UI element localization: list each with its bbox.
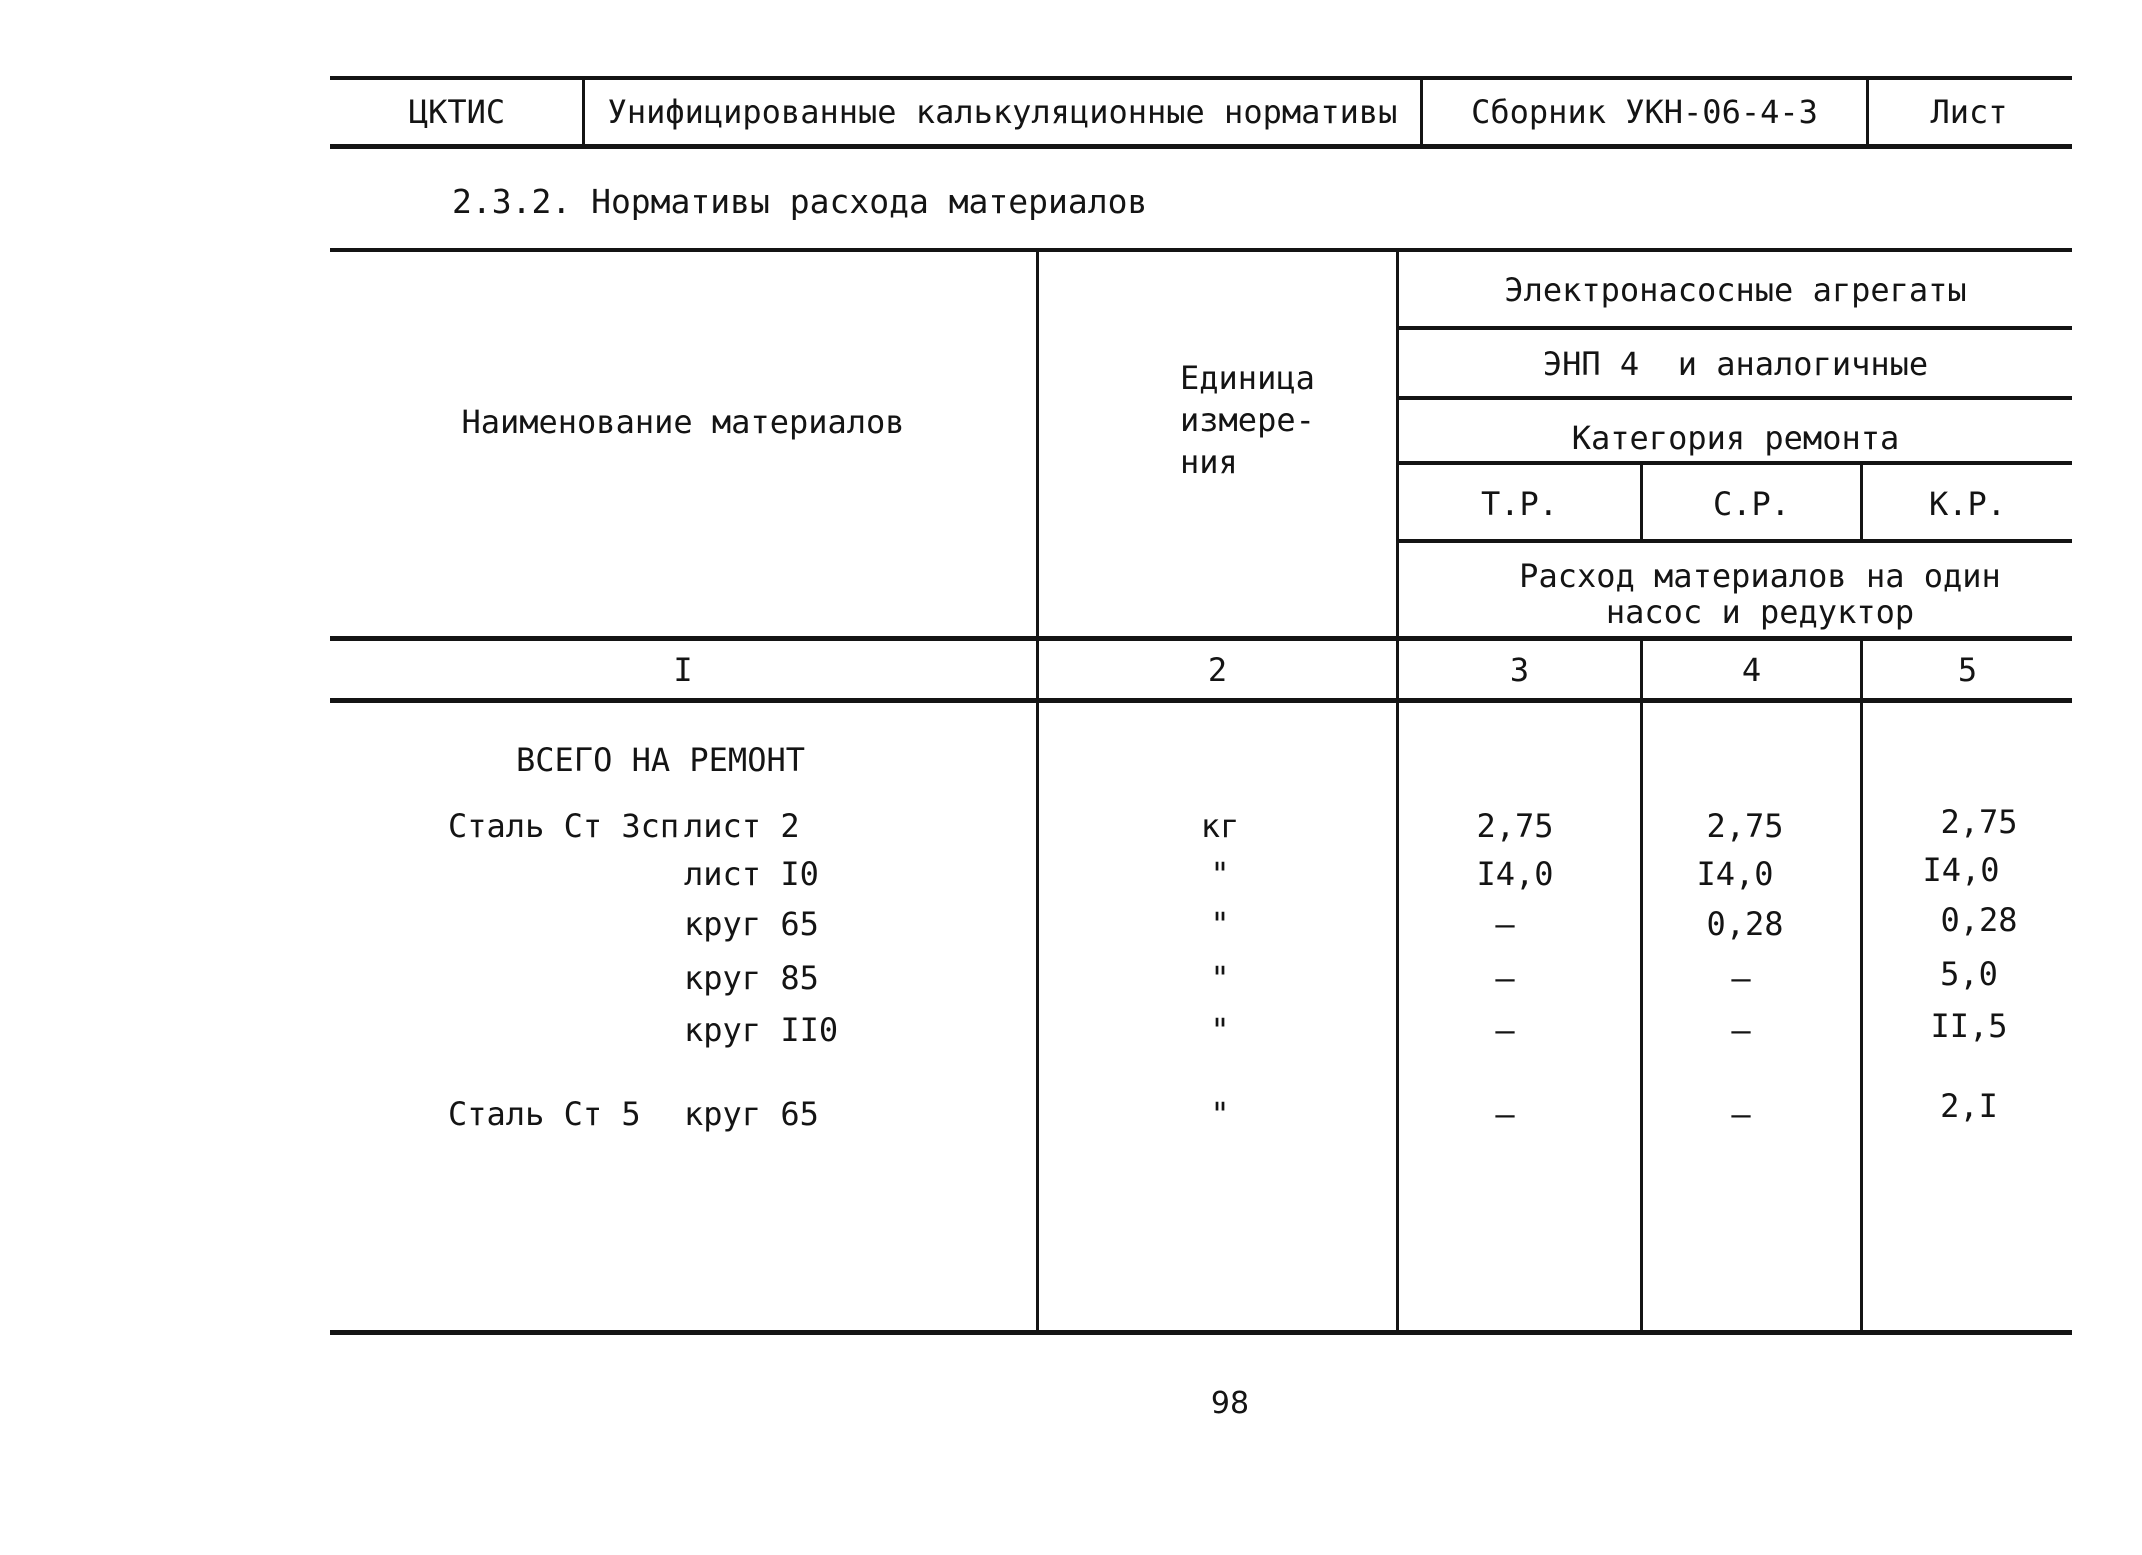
column-divider: [1640, 638, 1643, 1334]
column-number: 3: [1509, 651, 1530, 689]
value-tr: –: [1495, 959, 1515, 997]
unit-cell: ": [1210, 1095, 1230, 1133]
unit-cell: ": [1210, 905, 1230, 943]
column-number: I: [673, 651, 693, 689]
value-kr: II,5: [1930, 1007, 2008, 1045]
material-spec: круг 65: [684, 905, 819, 943]
column-header-unit-line: ния: [1180, 443, 1238, 481]
value-sr: 0,28: [1706, 905, 1784, 943]
value-tr: I4,0: [1476, 855, 1554, 893]
material-spec: лист 2: [684, 807, 800, 845]
header-org: ЦКТИС: [408, 93, 506, 131]
column-number: 2: [1207, 651, 1228, 689]
page-number: 98: [1210, 1386, 1250, 1421]
table-rule: [1398, 396, 2072, 400]
consumption-header-line: Расход материалов на один: [1519, 557, 2001, 595]
column-number: 5: [1957, 651, 1978, 689]
table-bottom-rule: [330, 1330, 2072, 1335]
table-header-rule: [330, 636, 2072, 641]
value-kr: 5,0: [1940, 955, 1998, 993]
column-divider: [1036, 250, 1039, 1334]
value-sr: –: [1731, 1011, 1751, 1049]
table-top-rule: [330, 248, 2072, 252]
category-kr: К.Р.: [1928, 485, 2007, 523]
value-sr: –: [1731, 959, 1751, 997]
material-name: Сталь Ст 3сп: [448, 807, 680, 845]
unit-cell: ": [1210, 855, 1230, 893]
value-sr: –: [1731, 1095, 1751, 1133]
header-sheet: Лист: [1930, 93, 2008, 131]
material-spec: круг 85: [684, 959, 819, 997]
material-name: Сталь Ст 5: [448, 1095, 641, 1133]
column-header-unit-line: Единица: [1180, 359, 1315, 397]
value-kr: 2,75: [1940, 803, 2018, 841]
column-number: 4: [1741, 651, 1762, 689]
value-kr: 0,28: [1940, 901, 2018, 939]
unit-cell: ": [1210, 959, 1230, 997]
header-bottom-rule: [330, 144, 2072, 149]
value-sr: 2,75: [1706, 807, 1784, 845]
section-title: 2.3.2. Нормативы расхода материалов: [452, 182, 1148, 221]
table-number-rule: [330, 698, 2072, 703]
value-tr: 2,75: [1476, 807, 1554, 845]
value-kr: 2,I: [1940, 1087, 1998, 1125]
unit-cell: кг: [1200, 807, 1240, 845]
material-spec: лист I0: [684, 855, 819, 893]
value-tr: –: [1495, 905, 1515, 943]
subgroup-header: ЭНП 4 и аналогичные: [1542, 345, 1929, 383]
header-top-rule: [330, 76, 2072, 80]
total-label: ВСЕГО НА РЕМОНТ: [516, 741, 805, 779]
table-rule: [1398, 326, 2072, 330]
header-collection: Сборник УКН-06-4-3: [1471, 93, 1818, 131]
category-sr: С.Р.: [1712, 485, 1791, 523]
category-header: Категория ремонта: [1571, 419, 1900, 457]
value-tr: –: [1495, 1095, 1515, 1133]
material-spec: круг 65: [684, 1095, 819, 1133]
column-divider: [1860, 638, 1863, 1334]
header-title: Унифицированные калькуляционные нормативы: [607, 93, 1398, 131]
value-sr: I4,0: [1696, 855, 1774, 893]
group-header: Электронасосные агрегаты: [1504, 271, 1967, 309]
consumption-header-line: насос и редуктор: [1605, 593, 1915, 631]
column-header-unit-line: измере-: [1180, 401, 1315, 439]
material-spec: круг II0: [684, 1011, 839, 1049]
column-header-name: Наименование материалов: [461, 403, 905, 441]
column-divider: [1396, 250, 1399, 1334]
value-tr: –: [1495, 1011, 1515, 1049]
unit-cell: ": [1210, 1011, 1230, 1049]
table-rule: [1398, 461, 2072, 465]
category-tr: Т.Р.: [1480, 485, 1559, 523]
table-rule: [1398, 539, 2072, 543]
value-kr: I4,0: [1922, 851, 2000, 889]
